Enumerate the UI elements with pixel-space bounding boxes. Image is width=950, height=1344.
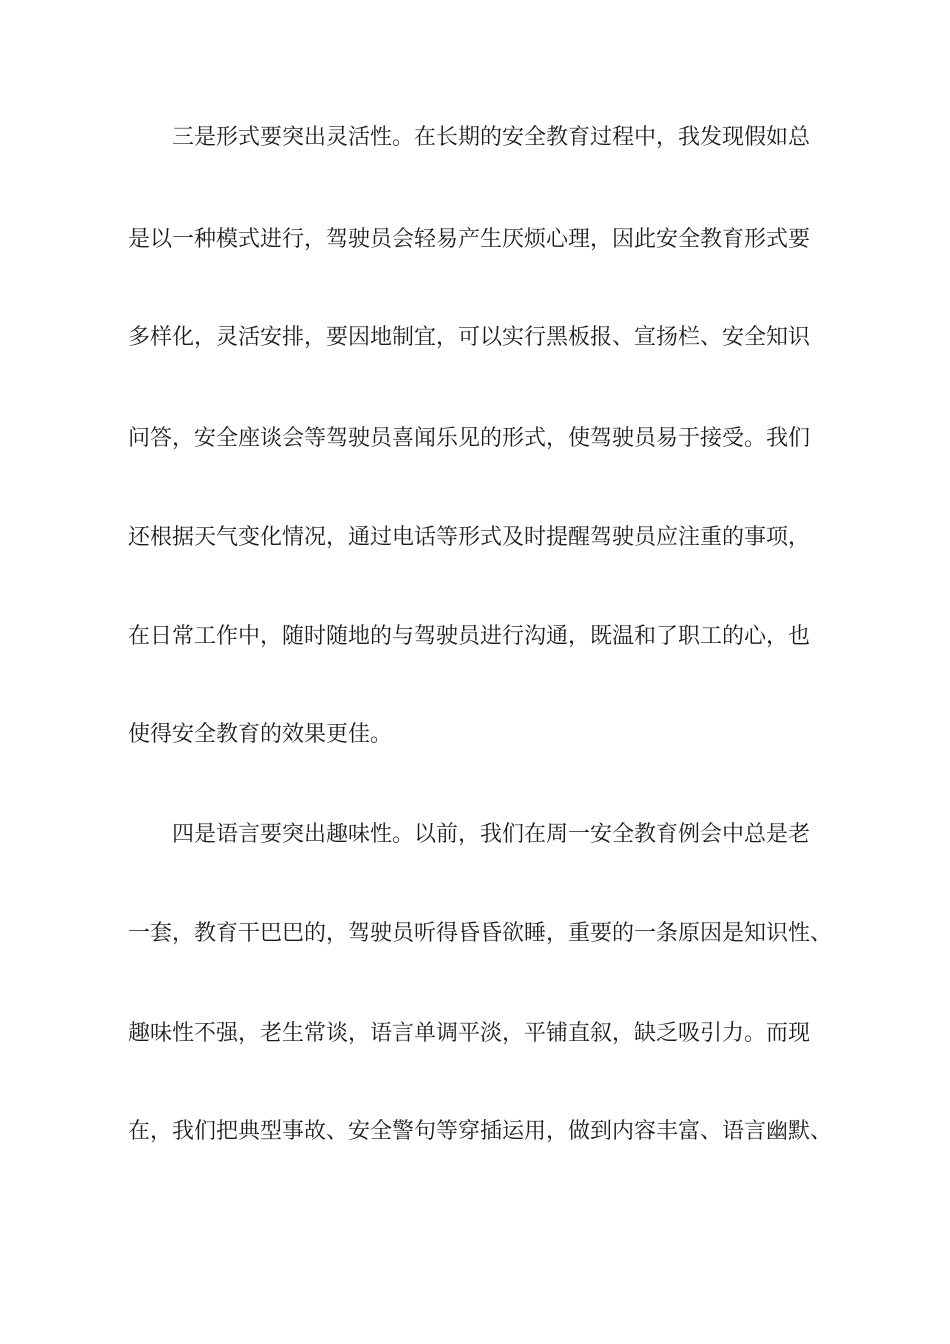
paragraph-1-line-3: 多样化，灵活安排，要因地制宜，可以实行黑板报、宣扬栏、安全知识 [128,325,811,350]
paragraph-2-line-1: 四是语言要突出趣味性。以前，我们在周一安全教育例会中总是老 [172,822,811,847]
paragraph-1-line-6: 在日常工作中，随时随地的与驾驶员进行沟通，既温和了职工的心，也 [128,624,811,649]
paragraph-2-line-3: 趣味性不强，老生常谈，语言单调平淡，平铺直叙，缺乏吸引力。而现 [128,1021,811,1046]
paragraph-1-line-4: 问答，安全座谈会等驾驶员喜闻乐见的形式，使驾驶员易于接受。我们 [128,426,811,451]
paragraph-1-line-5: 还根据天气变化情况，通过电话等形式及时提醒驾驶员应注重的事项， [128,525,811,550]
paragraph-1-line-2: 是以一种模式进行，驾驶员会轻易产生厌烦心理，因此安全教育形式要 [128,227,811,252]
paragraph-1-line-1: 三是形式要突出灵活性。在长期的安全教育过程中，我发现假如总 [172,125,811,150]
paragraph-2-line-4: 在，我们把典型事故、安全警句等穿插运用，做到内容丰富、语言幽默、 [128,1119,833,1144]
paragraph-2-line-2: 一套，教育干巴巴的，驾驶员听得昏昏欲睡，重要的一条原因是知识性、 [128,921,833,946]
paragraph-1-line-7: 使得安全教育的效果更佳。 [128,722,393,747]
